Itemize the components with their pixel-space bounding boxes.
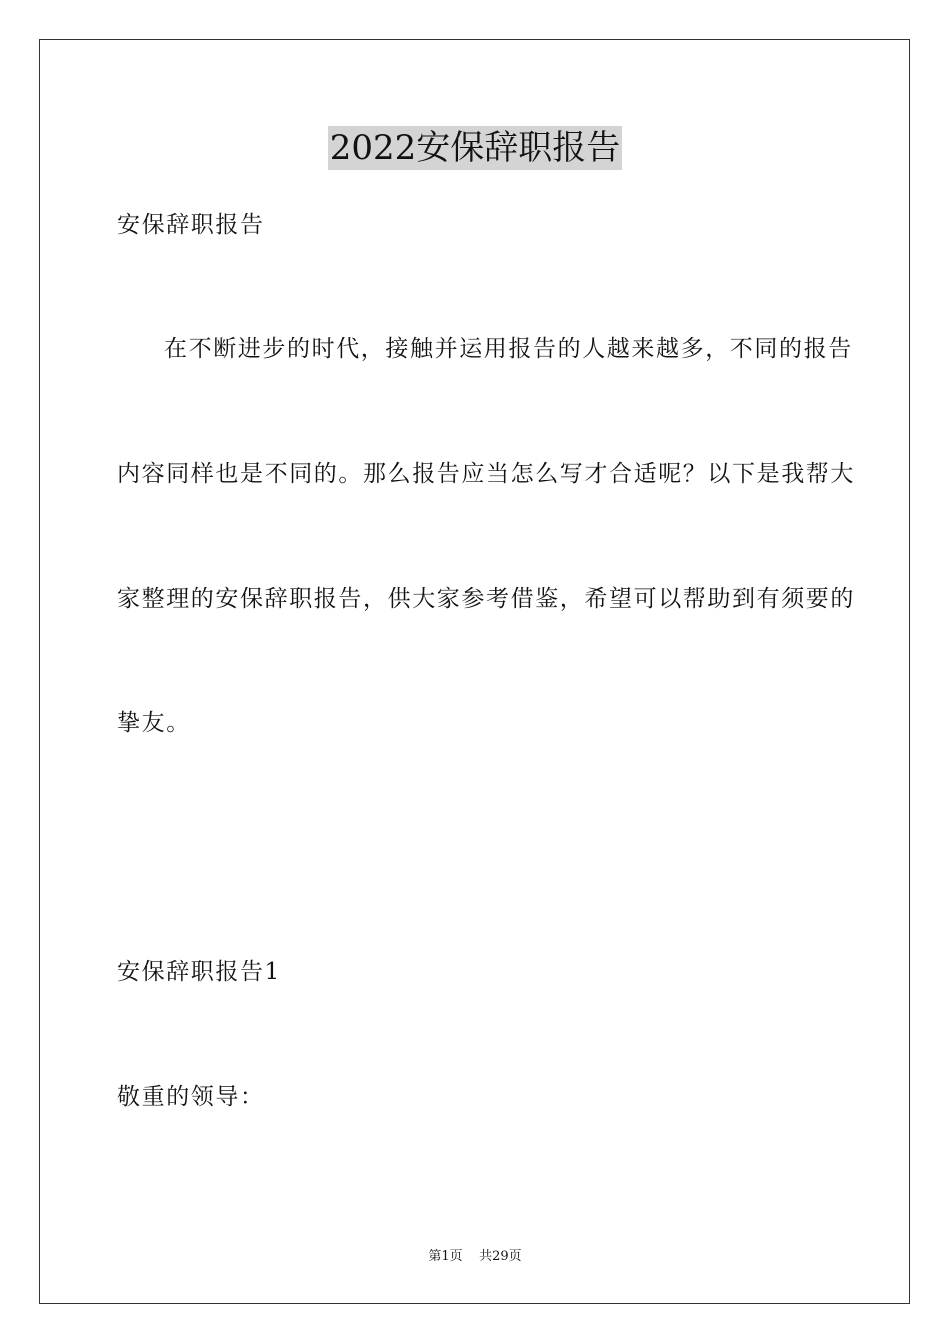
document-subtitle: 安保辞职报告: [117, 212, 265, 238]
document-title-wrapper: [0, 126, 950, 170]
section-heading: 安保辞职报告1: [117, 959, 281, 985]
page-number: 第1页 共29页: [428, 1249, 522, 1264]
intro-line-3: 家整理的安保辞职报告，供大家参考借鉴，希望可以帮助到有须要的: [117, 586, 855, 612]
salutation: 敬重的领导：: [117, 1084, 265, 1110]
document-title: 2022安保辞职报告: [329, 128, 621, 168]
intro-line-2: 内容同样也是不同的。那么报告应当怎么写才合适呢？以下是我帮大: [117, 461, 855, 487]
intro-line-4: 挚友。: [117, 710, 191, 736]
intro-line-1: 在不断进步的时代，接触并运用报告的人越来越多，不同的报告: [164, 336, 853, 362]
